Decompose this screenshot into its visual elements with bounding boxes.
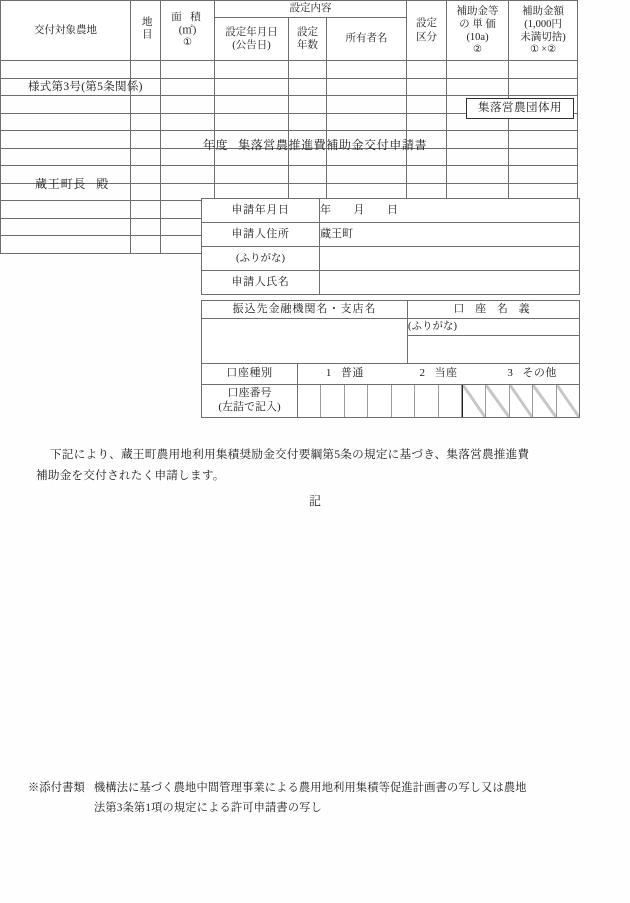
table-cell[interactable] <box>215 78 289 96</box>
account-number-label-line2: (左詰で記入) <box>218 401 281 413</box>
table-cell[interactable] <box>407 166 447 184</box>
header-unit-price-line2: の 単 価 <box>459 18 496 30</box>
table-cell[interactable] <box>161 61 215 79</box>
table-cell[interactable] <box>215 113 289 131</box>
applicant-address-value[interactable]: 蔵王町 <box>320 223 580 247</box>
header-amount-line2: (1,000円 <box>524 18 562 30</box>
header-area-main: 面 積 <box>171 12 204 24</box>
header-unit-price <box>447 1 509 61</box>
table-cell[interactable] <box>1 96 131 114</box>
bank-header-row <box>202 301 580 319</box>
account-digit-cell[interactable] <box>392 385 415 417</box>
section-marker: 記 <box>308 494 321 508</box>
header-setting-date-line2: (公告日) <box>232 40 271 51</box>
account-type-row <box>202 364 580 385</box>
header-setting-class-line2: 区分 <box>416 31 438 43</box>
table-cell[interactable] <box>407 96 447 114</box>
account-type-option-other[interactable] <box>485 367 579 381</box>
table-cell[interactable] <box>407 61 447 79</box>
table-cell[interactable] <box>509 166 578 184</box>
table-cell[interactable] <box>327 61 407 79</box>
table-cell[interactable] <box>289 61 327 79</box>
table-cell[interactable] <box>161 78 215 96</box>
header-amount-line1: 補助金額 <box>522 5 565 17</box>
header-setting-years <box>289 18 327 61</box>
table-cell[interactable] <box>407 113 447 131</box>
table-cell[interactable] <box>327 166 407 184</box>
title-year: 年度 <box>202 138 229 152</box>
addressee-honorific: 殿 <box>96 177 110 191</box>
table-cell[interactable] <box>161 96 215 114</box>
table-cell[interactable] <box>509 78 578 96</box>
addressee-line <box>35 175 109 192</box>
applicant-name-label: 申請人氏名 <box>202 271 320 295</box>
account-digit-cell[interactable] <box>439 385 462 417</box>
header-area-mark: ① <box>183 37 192 49</box>
table-cell[interactable] <box>131 218 161 236</box>
option-number-3: 3 <box>507 367 514 380</box>
option-label-2: 当座 <box>434 367 458 380</box>
account-digit-cell-disabled <box>557 385 579 417</box>
usage-badge: 集落営農団体用 <box>466 98 574 119</box>
bank-furigana-row <box>202 319 580 336</box>
account-digit-cell[interactable] <box>345 385 368 417</box>
bank-institution-input[interactable] <box>202 319 408 364</box>
account-digit-cell-disabled <box>462 385 486 417</box>
account-digit-cell-disabled <box>510 385 533 417</box>
table-cell[interactable] <box>131 96 161 114</box>
header-setting-content: 設定内容 <box>215 1 407 18</box>
account-number-label <box>202 385 298 418</box>
header-unit-price-line1: 補助金等 <box>456 5 499 17</box>
applicant-name-value[interactable] <box>320 271 580 295</box>
year-char: 年 <box>320 203 332 216</box>
table-cell[interactable] <box>215 166 289 184</box>
header-setting-years-line2: 年数 <box>297 40 318 51</box>
account-digit-cell[interactable] <box>321 385 344 417</box>
table-cell[interactable] <box>1 236 131 254</box>
account-type-option-touza[interactable] <box>392 367 486 381</box>
header-amount <box>509 1 578 61</box>
option-number-2: 2 <box>419 367 426 380</box>
account-name-furigana-label: (ふりがな) <box>408 319 580 336</box>
header-area <box>161 1 215 61</box>
land-header-row-1 <box>1 1 578 18</box>
body-paragraph <box>36 444 596 487</box>
table-cell[interactable] <box>131 201 161 219</box>
account-number-row <box>202 385 580 418</box>
paragraph-line-2: 補助金を交付されたく申請します。 <box>36 469 225 483</box>
table-cell[interactable] <box>509 61 578 79</box>
table-cell[interactable] <box>289 166 327 184</box>
account-type-label: 口座種別 <box>202 364 298 385</box>
account-digit-cell-disabled <box>486 385 509 417</box>
header-setting-years-line1: 設定 <box>297 26 318 38</box>
form-number: 様式第3号(第5条関係) <box>28 81 143 93</box>
title-main: 集落営農推進費補助金交付申請書 <box>238 138 428 152</box>
account-name-header: 口 座 名 義 <box>408 301 580 319</box>
header-area-unit: (㎡) <box>178 25 197 37</box>
table-cell[interactable] <box>131 166 161 184</box>
applicant-furigana-label: (ふりがな) <box>202 247 320 271</box>
table-row <box>1 61 578 79</box>
header-owner-name: 所有者名 <box>327 18 407 61</box>
header-setting-date <box>215 18 289 61</box>
account-digit-cell[interactable] <box>415 385 438 417</box>
paragraph-line-1: 下記により、蔵王町農用地利用集積奨励金交付要綱第5条の規定に基づき、集落営農推進費 <box>50 448 530 461</box>
header-land-category: 地目 <box>131 1 161 61</box>
table-cell[interactable] <box>131 61 161 79</box>
account-number-boxes[interactable] <box>298 385 580 418</box>
option-label-3: その他 <box>522 367 557 380</box>
day-char: 日 <box>387 203 399 216</box>
header-target-farmland: 交付対象農地 <box>1 1 131 61</box>
table-cell[interactable] <box>407 78 447 96</box>
applicant-furigana-value[interactable] <box>320 247 580 271</box>
bank-account-table <box>201 300 580 418</box>
table-cell[interactable] <box>1 218 131 236</box>
table-cell[interactable] <box>447 78 509 96</box>
table-cell[interactable] <box>289 78 327 96</box>
table-cell[interactable] <box>161 113 215 131</box>
account-digit-cell[interactable] <box>298 385 321 417</box>
applicant-date-label: 申請年月日 <box>202 199 320 223</box>
header-setting-class <box>407 1 447 61</box>
table-cell[interactable] <box>1 113 131 131</box>
applicant-table <box>201 198 580 295</box>
account-digit-cell[interactable] <box>368 385 391 417</box>
table-cell[interactable] <box>327 96 407 114</box>
addressee-name: 蔵王町長 <box>35 177 87 191</box>
header-setting-class-line1: 設定 <box>416 18 438 30</box>
table-cell[interactable] <box>327 78 407 96</box>
table-cell[interactable] <box>161 166 215 184</box>
table-cell[interactable] <box>327 113 407 131</box>
table-cell[interactable] <box>131 183 161 201</box>
applicant-address-label: 申請人住所 <box>202 223 320 247</box>
table-cell[interactable] <box>447 166 509 184</box>
option-number-1: 1 <box>325 367 332 380</box>
applicant-date-row <box>202 199 580 223</box>
table-cell[interactable] <box>131 236 161 254</box>
table-cell[interactable] <box>215 61 289 79</box>
header-setting-date-line1: 設定年月日 <box>225 26 278 38</box>
attachment-note-label: ※添付書類 <box>28 782 85 794</box>
header-unit-price-line3: (10a) <box>466 31 489 43</box>
attachment-note-line2: 法第3条第1項の規定による許可申請書の写し <box>94 801 322 814</box>
applicant-furigana-row <box>202 247 580 271</box>
month-char: 月 <box>353 203 365 216</box>
account-digit-cell-disabled <box>533 385 556 417</box>
header-amount-line3: 未満切捨) <box>520 31 566 43</box>
bank-institution-header: 振込先金融機関名・支店名 <box>202 301 408 319</box>
table-cell[interactable] <box>215 96 289 114</box>
attachment-note <box>28 779 608 818</box>
account-type-option-futsuu[interactable] <box>298 367 392 381</box>
table-cell[interactable] <box>1 61 131 79</box>
account-name-input[interactable] <box>408 336 580 364</box>
table-cell[interactable] <box>131 113 161 131</box>
page-title <box>0 136 630 153</box>
attachment-note-line1: 機構法に基づく農地中間管理事業による農用地利用集積等促進計画書の写し又は農地 <box>93 782 527 794</box>
table-cell[interactable] <box>447 61 509 79</box>
account-number-label-line1: 口座番号 <box>227 387 272 400</box>
table-cell[interactable] <box>289 113 327 131</box>
header-unit-price-mark: ② <box>473 43 482 55</box>
applicant-address-row <box>202 223 580 247</box>
account-type-options[interactable] <box>298 364 580 385</box>
option-label-1: 普通 <box>340 367 364 380</box>
applicant-date-value[interactable] <box>320 199 580 223</box>
table-cell[interactable] <box>289 96 327 114</box>
header-amount-mark: ① ×② <box>529 43 557 55</box>
applicant-name-row <box>202 271 580 295</box>
table-cell[interactable] <box>1 201 131 219</box>
